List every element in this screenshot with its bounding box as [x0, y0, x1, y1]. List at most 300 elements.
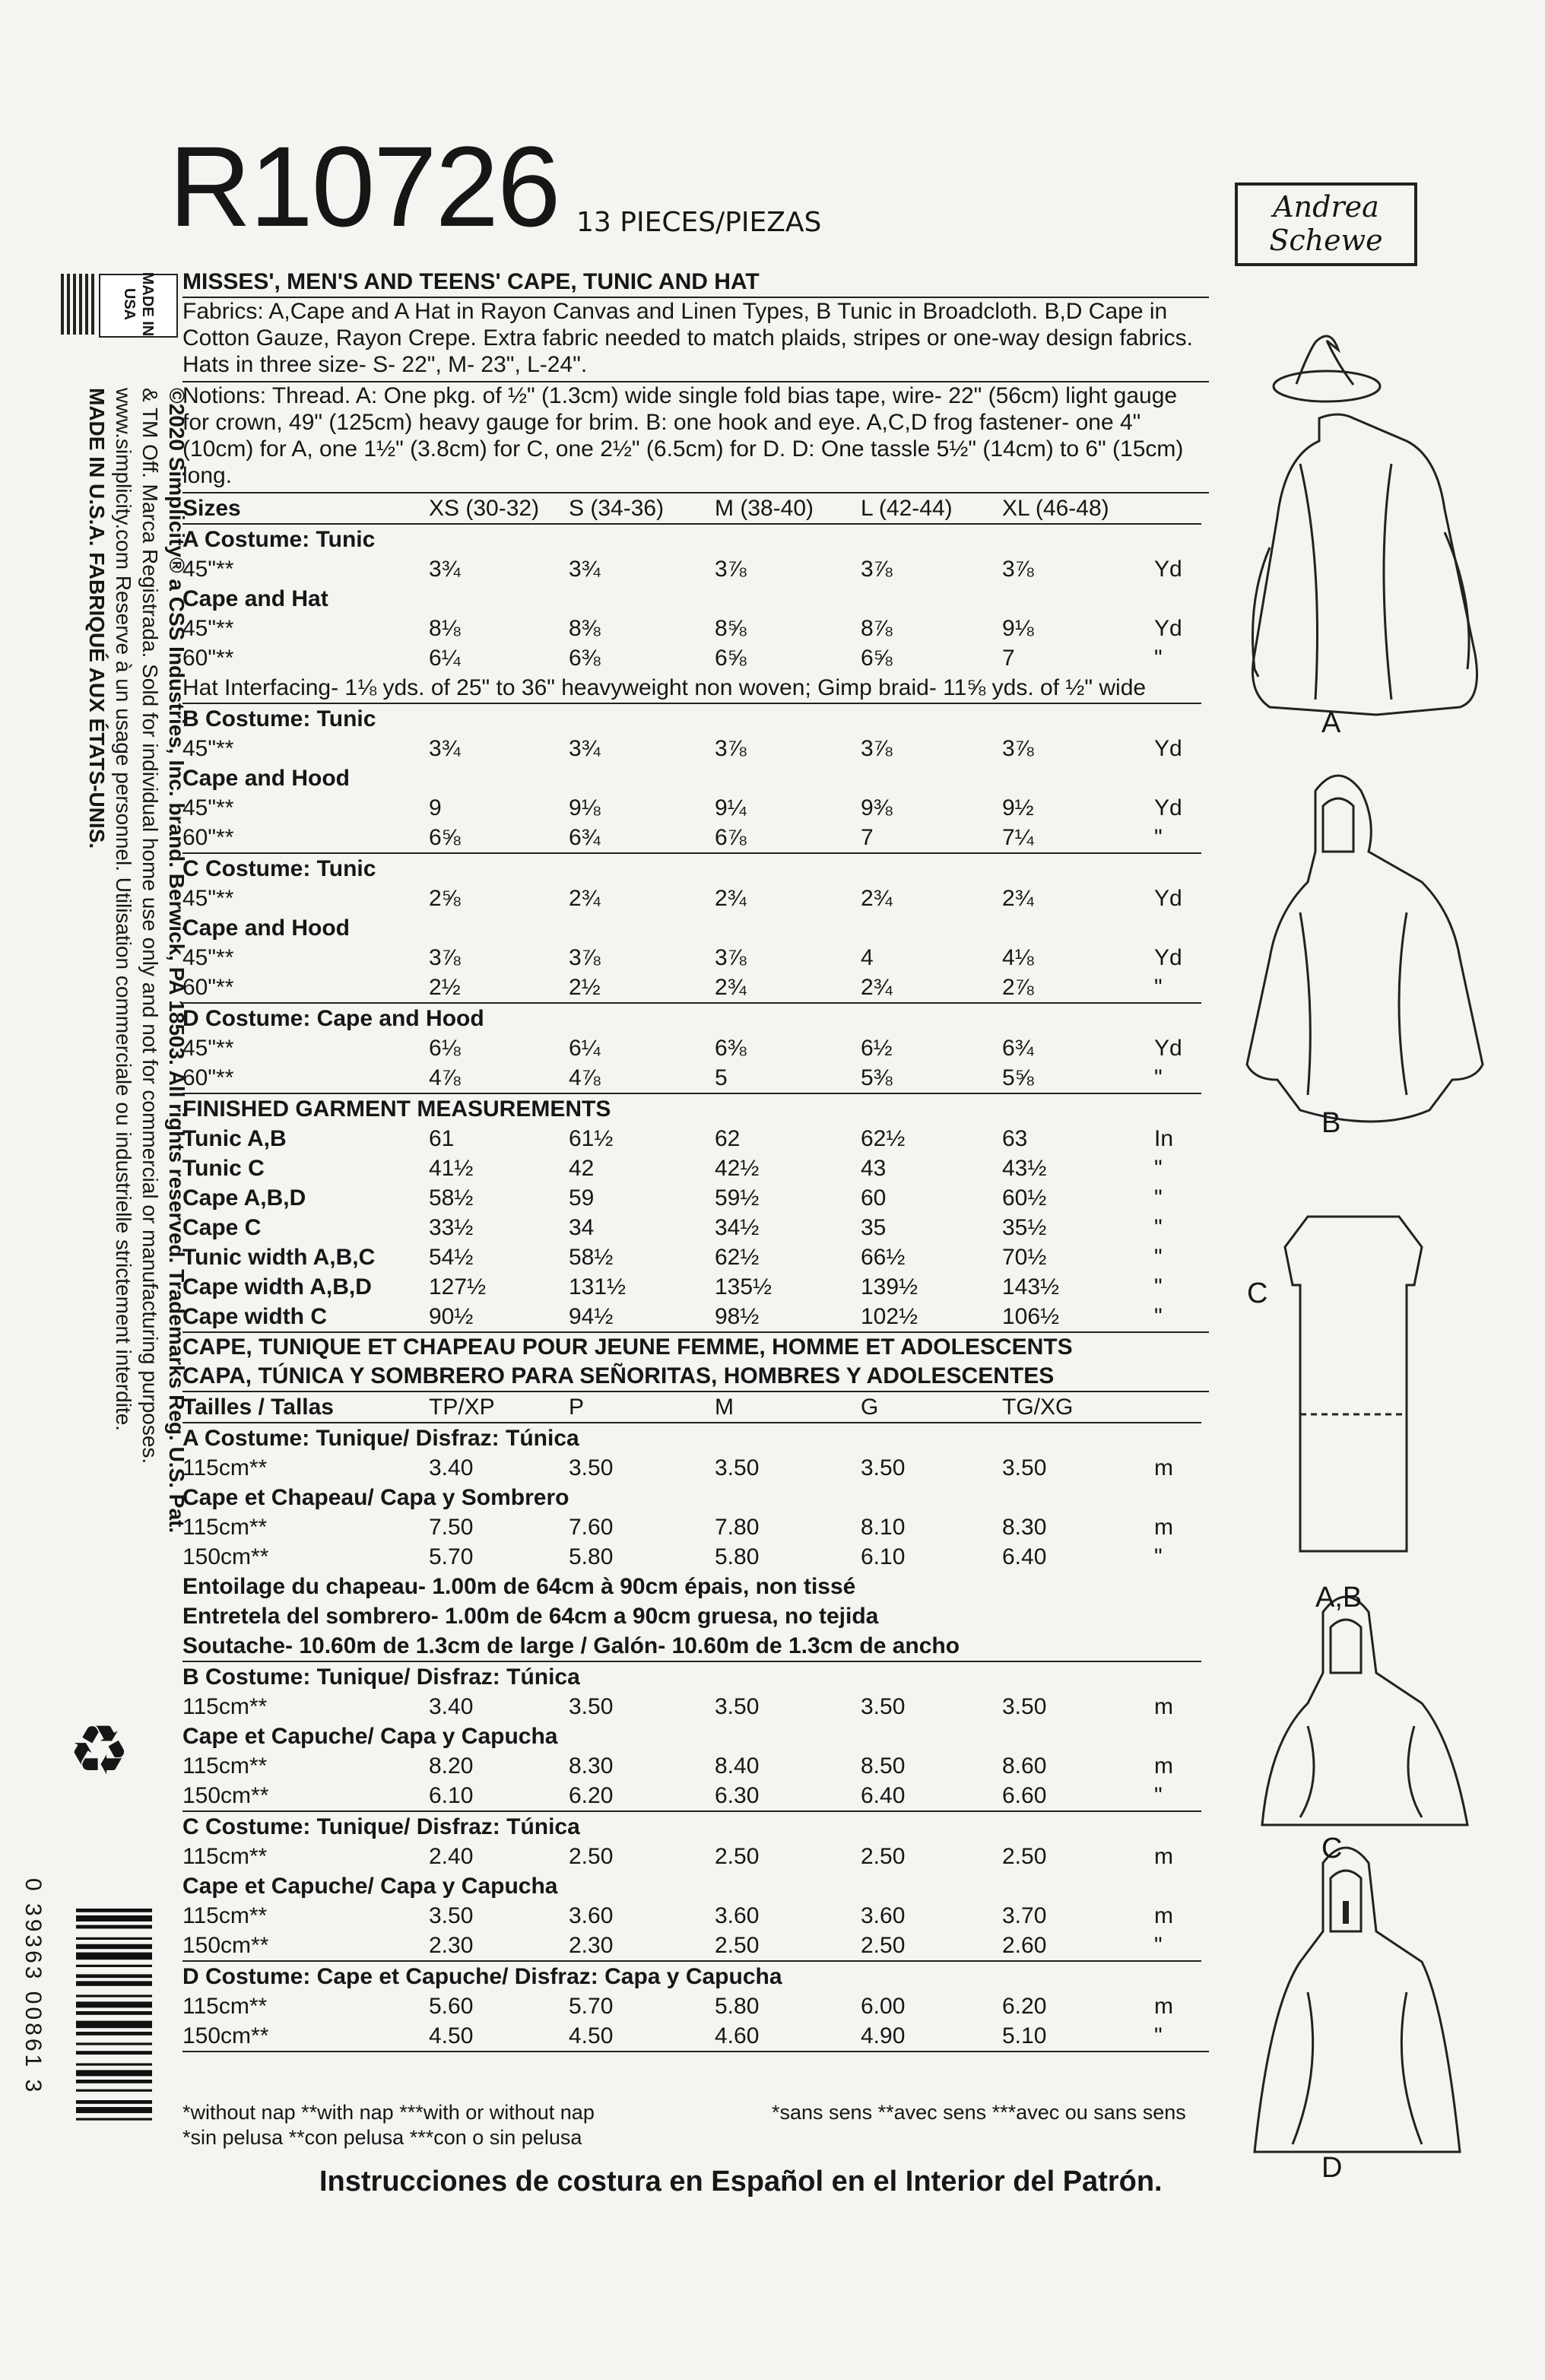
- metric-cell: 2.50: [861, 1933, 906, 1958]
- eng-cell: 62½: [861, 1126, 906, 1151]
- metric-cell: 5.10: [1002, 2023, 1047, 2048]
- recycle-icon: ♻: [68, 1713, 130, 1789]
- eng-cell: 3¾: [429, 557, 461, 582]
- label-ab: A,B: [1315, 1582, 1363, 1614]
- barcode-digits: 0 39363 00861 3: [21, 1878, 46, 2096]
- eng-data-row: [182, 1183, 1201, 1213]
- eng-cell: 34: [569, 1215, 595, 1240]
- metric-note: Entoilage du chapeau- 1.00m de 64cm à 90cm épais, non tissé: [182, 1574, 856, 1599]
- metric-cell: 3.60: [569, 1903, 614, 1928]
- metric-cell: 8.30: [1002, 1515, 1047, 1540]
- metric-cell: ": [1154, 1933, 1163, 1958]
- metric-cell: 7.80: [715, 1515, 760, 1540]
- eng-cell: ": [1154, 1185, 1163, 1211]
- label-a: A: [1321, 707, 1341, 739]
- metric-cell: 5.70: [429, 1544, 474, 1569]
- cape-a-illustration: [1253, 414, 1477, 715]
- label-c-cape: C: [1321, 1833, 1343, 1864]
- eng-cell: 102½: [861, 1304, 918, 1329]
- metric-cell: 115cm**: [182, 1455, 268, 1480]
- metric-cell: 3.50: [1002, 1694, 1047, 1719]
- designer-first-name: Andrea: [1273, 190, 1379, 224]
- eng-data-row: [182, 734, 1201, 763]
- metric-cell: 3.50: [1002, 1455, 1047, 1480]
- eng-cell: ": [1154, 825, 1163, 850]
- eng-cell: 127½: [429, 1274, 487, 1299]
- eng-cell: 3⅞: [569, 945, 601, 970]
- eng-cell: 42: [569, 1156, 595, 1181]
- eng-cell: Cape width A,B,D: [182, 1274, 372, 1299]
- eng-cell: 3⅞: [715, 557, 747, 582]
- eng-cell: Yd: [1154, 886, 1182, 911]
- metric-cell: m: [1154, 1844, 1173, 1869]
- eng-cell: ": [1154, 1245, 1163, 1270]
- eng-note: Hat Interfacing- 1⅛ yds. of 25" to 36" heavyweight non woven; Gimp braid- 11⅝ yds. of ½" wide: [182, 675, 1147, 700]
- barcode-bar: [76, 2032, 152, 2036]
- metric-cell: ": [1154, 2023, 1163, 2048]
- eng-cell: 45"**: [182, 616, 234, 641]
- eng-cell: 35½: [1002, 1215, 1047, 1240]
- barcode-bar: [76, 2118, 152, 2120]
- eng-cell: 9⅛: [569, 795, 601, 820]
- metric-cell: 6.40: [1002, 1544, 1047, 1569]
- metric-note-row: [182, 1572, 1201, 1601]
- metric-note: Soutache- 10.60m de 1.3cm de large / Galón- 10.60m de 1.3cm de ancho: [182, 1633, 960, 1658]
- metric-cell: 4.50: [569, 2023, 614, 2048]
- barcode-bar: [76, 2063, 152, 2065]
- eng-cell: ": [1154, 1304, 1163, 1329]
- eng-cell: 58½: [569, 1245, 614, 1270]
- eng-cell: ": [1154, 646, 1163, 671]
- eng-cell: 45"**: [182, 1036, 234, 1061]
- eng-cell: 3¾: [569, 736, 601, 761]
- metric-cell: 2.50: [1002, 1844, 1047, 1869]
- metric-section-row: [182, 1661, 1201, 1692]
- metric-note: Entretela del sombrero- 1.00m de 64cm a 90cm gruesa, no tejida: [182, 1604, 879, 1629]
- barcode-bar: [76, 1937, 152, 1940]
- eng-cell: 3⅞: [861, 736, 893, 761]
- eng-data-row: [182, 793, 1201, 823]
- barcode-bar: [76, 2011, 152, 2015]
- metric-cell: 6.60: [1002, 1783, 1047, 1808]
- metric-cell: 3.50: [429, 1903, 474, 1928]
- eng-cell: 3⅞: [429, 945, 461, 970]
- eng-cell: 5⅜: [861, 1065, 893, 1090]
- metric-cell: 8.60: [1002, 1753, 1047, 1779]
- spanish-instructions-note: Instrucciones de costura en Español en el Interior del Patrón.: [319, 2166, 1163, 2198]
- eng-header-cell: XS (30-32): [429, 496, 540, 521]
- legal-line-4: MADE IN U.S.A. FABRIQUÉ AUX ÉTATS-UNIS.: [85, 388, 109, 849]
- metric-cell: 7.50: [429, 1515, 474, 1540]
- eng-data-row: [182, 1302, 1201, 1331]
- metric-cell: 115cm**: [182, 1844, 268, 1869]
- garment-title: MISSES', MEN'S AND TEENS' CAPE, TUNIC AND HAT: [182, 269, 760, 294]
- eng-cell: 98½: [715, 1304, 760, 1329]
- metric-cell: 2.30: [429, 1933, 474, 1958]
- metric-cell: 2.50: [715, 1844, 760, 1869]
- eng-cell: 8⅜: [569, 616, 601, 641]
- eng-cell: 3⅞: [715, 945, 747, 970]
- eng-cell: 6⅜: [569, 646, 601, 671]
- eng-cell: Cape A,B,D: [182, 1185, 306, 1211]
- eng-section-label: Cape and Hood: [182, 916, 351, 941]
- barcode-bar: [76, 1994, 152, 1997]
- eng-header-cell: S (34-36): [569, 496, 665, 521]
- eng-cell: 131½: [569, 1274, 627, 1299]
- eng-cell: 5: [715, 1065, 728, 1090]
- metric-cell: 5.60: [429, 1994, 474, 2019]
- eng-data-row: [182, 1033, 1201, 1063]
- barcode-bar: [76, 1944, 152, 1949]
- eng-cell: 62: [715, 1126, 741, 1151]
- eng-cell: 4: [861, 945, 874, 970]
- eng-cell: 33½: [429, 1215, 474, 1240]
- metric-section-label: D Costume: Cape et Capuche/ Disfraz: Capa y Capucha: [182, 1961, 1201, 1991]
- eng-cell: 8⅛: [429, 616, 461, 641]
- metric-cell: 4.90: [861, 2023, 906, 2048]
- metric-data-row: [182, 1512, 1201, 1542]
- metric-cell: 5.80: [715, 1994, 760, 2019]
- notions-text: Notions: Thread. A: One pkg. of ½" (1.3cm) wide single fold bias tape, wire- 22" (56cm) light gauge for crown, 49" (125cm) heavy gauge for brim. B: one hook and eye. A,C,D frog fastener- one 4" (10cm) for A, one 1½" (3.8cm) for C, one 2½" (6.5cm) for D. D: One tassle 5½" (14cm) to 6" (15cm) long.: [182, 383, 1184, 488]
- eng-cell: 3⅞: [1002, 736, 1034, 761]
- metric-data-row: [182, 1781, 1201, 1811]
- eng-cell: 90½: [429, 1304, 474, 1329]
- metric-section-label: Cape et Capuche/ Capa y Capucha: [182, 1724, 558, 1749]
- tunic-illustration: [1285, 1217, 1422, 1551]
- eng-cell: 6⅝: [429, 825, 461, 850]
- metric-cell: m: [1154, 1753, 1173, 1779]
- eng-cell: 6¼: [429, 646, 461, 671]
- barcode-bar: [76, 2001, 152, 2007]
- eng-cell: 2¾: [861, 886, 893, 911]
- eng-cell: 6¾: [1002, 1036, 1034, 1061]
- eng-cell: Yd: [1154, 736, 1182, 761]
- metric-cell: 2.50: [569, 1844, 614, 1869]
- metric-cell: 150cm**: [182, 1783, 269, 1808]
- eng-cell: 2½: [569, 975, 601, 1000]
- metric-subsection-row: [182, 1722, 1201, 1751]
- metric-cell: 3.50: [861, 1455, 906, 1480]
- eng-cell: ": [1154, 975, 1163, 1000]
- eng-cell: 6⅜: [715, 1036, 747, 1061]
- eng-data-row: [182, 1213, 1201, 1242]
- metric-section-label: A Costume: Tunique/ Disfraz: Túnica: [182, 1423, 1201, 1453]
- metric-cell: 6.30: [715, 1783, 760, 1808]
- metric-cell: 3.50: [715, 1694, 760, 1719]
- eng-cell: 43: [861, 1156, 887, 1181]
- made-in-label: MADE IN: [139, 271, 156, 337]
- metric-note-row: [182, 1601, 1201, 1631]
- metric-cell: 4.50: [429, 2023, 474, 2048]
- metric-data-row: [182, 1751, 1201, 1781]
- metric-cell: 6.20: [569, 1783, 614, 1808]
- eng-data-row: [182, 1272, 1201, 1302]
- metric-cell: 3.60: [715, 1903, 760, 1928]
- eng-cell: 2½: [429, 975, 461, 1000]
- piece-count: 13 PIECES/PIEZAS: [576, 207, 822, 238]
- metric-title-fr: CAPE, TUNIQUE ET CHAPEAU POUR JEUNE FEMME, HOMME ET ADOLESCENTS: [182, 1334, 1073, 1360]
- eng-cell: 4⅞: [429, 1065, 461, 1090]
- eng-cell: Cape width C: [182, 1304, 328, 1329]
- metric-header-cell: TP/XP: [429, 1395, 495, 1420]
- metric-title-es: CAPA, TÚNICA Y SOMBRERO PARA SEÑORITAS, HOMBRES Y ADOLESCENTES: [182, 1363, 1055, 1388]
- eng-cell: 7: [861, 825, 874, 850]
- eng-cell: 60"**: [182, 825, 234, 850]
- metric-cell: 6.00: [861, 1994, 906, 2019]
- metric-section-row: [182, 1811, 1201, 1842]
- eng-section-label: Cape and Hat: [182, 586, 328, 611]
- metric-cell: 8.30: [569, 1753, 614, 1779]
- eng-note-row: [182, 673, 1201, 703]
- eng-data-row: [182, 823, 1201, 853]
- eng-cell: 6⅝: [715, 646, 747, 671]
- eng-cell: Tunic C: [182, 1156, 265, 1181]
- eng-cell: 7¼: [1002, 825, 1034, 850]
- eng-cell: 61: [429, 1126, 455, 1151]
- footnote-en: *without nap **with nap ***with or without nap: [182, 2101, 595, 2124]
- metric-data-row: [182, 1453, 1201, 1483]
- eng-cell: 3⅞: [1002, 557, 1034, 582]
- eng-cell: 2¾: [715, 886, 747, 911]
- metric-header-cell: G: [861, 1395, 879, 1420]
- pattern-number: R10726: [169, 122, 560, 250]
- metric-cell: 6.40: [861, 1783, 906, 1808]
- metric-cell: m: [1154, 1994, 1173, 2019]
- eng-cell: 70½: [1002, 1245, 1047, 1270]
- eng-header-row: [182, 493, 1201, 524]
- eng-cell: 60"**: [182, 1065, 234, 1090]
- barcode-bar: [76, 2021, 152, 2029]
- eng-data-row: [182, 614, 1201, 643]
- barcode-bar: [76, 2051, 152, 2055]
- eng-cell: 45"**: [182, 557, 234, 582]
- metric-cell: 3.40: [429, 1455, 474, 1480]
- made-in-stripes: [61, 274, 94, 335]
- metric-data-row: [182, 2021, 1201, 2051]
- barcode-bar: [76, 2090, 152, 2092]
- eng-header-cell: [1154, 493, 1201, 524]
- eng-section-label: D Costume: Cape and Hood: [182, 1003, 1201, 1033]
- metric-header-cell: Tailles / Tallas: [182, 1395, 334, 1420]
- metric-section-row: [182, 1423, 1201, 1453]
- eng-cell: 9¼: [715, 795, 747, 820]
- metric-cell: m: [1154, 1455, 1173, 1480]
- eng-cell: 7: [1002, 646, 1015, 671]
- metric-section-label: C Costume: Tunique/ Disfraz: Túnica: [182, 1811, 1201, 1842]
- eng-cell: Yd: [1154, 945, 1182, 970]
- label-c-tunic: C: [1247, 1277, 1268, 1309]
- eng-cell: 45"**: [182, 886, 234, 911]
- metric-section-label: Cape et Chapeau/ Capa y Sombrero: [182, 1485, 569, 1510]
- barcode-bar: [76, 1965, 152, 1967]
- eng-cell: 34½: [715, 1215, 760, 1240]
- eng-cell: Cape C: [182, 1215, 262, 1240]
- cape-c-illustration: [1262, 1597, 1467, 1825]
- garment-illustrations: [1224, 335, 1528, 2184]
- metric-cell: 6.10: [429, 1783, 474, 1808]
- eng-cell: 135½: [715, 1274, 772, 1299]
- cape-d-illustration: [1255, 1848, 1460, 2152]
- eng-data-row: [182, 884, 1201, 913]
- yardage-table-english: [182, 493, 1201, 1331]
- footnote-fr: *sans sens **avec sens ***avec ou sans sens: [772, 2101, 1186, 2124]
- metric-cell: 2.40: [429, 1844, 474, 1869]
- eng-cell: 6⅛: [429, 1036, 461, 1061]
- usa-label: USA: [121, 287, 138, 321]
- eng-cell: 43½: [1002, 1156, 1047, 1181]
- eng-cell: 59½: [715, 1185, 760, 1211]
- eng-header-cell: Sizes: [182, 496, 241, 521]
- main-content: [182, 268, 1209, 2052]
- metric-cell: 2.30: [569, 1933, 614, 1958]
- barcode-bar: [76, 2100, 152, 2104]
- metric-cell: ": [1154, 1783, 1163, 1808]
- eng-subsection-row: [182, 763, 1201, 793]
- eng-cell: 143½: [1002, 1274, 1060, 1299]
- eng-cell: 2⅝: [429, 886, 461, 911]
- metric-header-row: [182, 1392, 1201, 1423]
- metric-header-cell: P: [569, 1395, 585, 1420]
- metric-cell: 150cm**: [182, 2023, 269, 2048]
- eng-header-cell: M (38-40): [715, 496, 814, 521]
- metric-cell: 115cm**: [182, 1753, 268, 1779]
- eng-cell: 3⅞: [715, 736, 747, 761]
- metric-cell: 3.60: [861, 1903, 906, 1928]
- barcode: [21, 1878, 160, 2243]
- eng-cell: 4⅛: [1002, 945, 1034, 970]
- eng-section-row: [182, 703, 1201, 734]
- eng-cell: 8⅝: [715, 616, 747, 641]
- designer-logo: [1235, 182, 1417, 266]
- metric-cell: 115cm**: [182, 1903, 268, 1928]
- metric-cell: 8.20: [429, 1753, 474, 1779]
- metric-data-row: [182, 1842, 1201, 1871]
- metric-data-row: [182, 1542, 1201, 1572]
- yardage-table-metric: [182, 1392, 1201, 2051]
- barcode-bar: [76, 2070, 152, 2076]
- eng-header-cell: L (42-44): [861, 496, 953, 521]
- metric-cell: 5.70: [569, 1994, 614, 2019]
- eng-cell: 63: [1002, 1126, 1028, 1151]
- metric-cell: 3.50: [569, 1455, 614, 1480]
- eng-section-row: [182, 524, 1201, 554]
- eng-section-row: [182, 1003, 1201, 1033]
- metric-cell: 3.40: [429, 1694, 474, 1719]
- metric-data-row: [182, 1901, 1201, 1931]
- metric-cell: 7.60: [569, 1515, 614, 1540]
- eng-cell: 59: [569, 1185, 595, 1211]
- eng-cell: 2¾: [861, 975, 893, 1000]
- barcode-bar: [76, 1925, 152, 1929]
- barcode-bar: [76, 2042, 152, 2045]
- eng-cell: 2¾: [715, 975, 747, 1000]
- eng-cell: 3¾: [569, 557, 601, 582]
- eng-data-row: [182, 1063, 1201, 1093]
- eng-section-row: [182, 853, 1201, 884]
- eng-cell: 9: [429, 795, 442, 820]
- metric-cell: 2.60: [1002, 1933, 1047, 1958]
- designer-last-name: Schewe: [1269, 224, 1383, 257]
- eng-cell: 9⅜: [861, 795, 893, 820]
- metric-cell: 8.10: [861, 1515, 906, 1540]
- eng-data-row: [182, 554, 1201, 584]
- eng-cell: 66½: [861, 1245, 906, 1270]
- eng-cell: 106½: [1002, 1304, 1060, 1329]
- eng-cell: 45"**: [182, 945, 234, 970]
- eng-section-label: A Costume: Tunic: [182, 524, 1201, 554]
- eng-section-row: [182, 1093, 1201, 1124]
- barcode-bar: [76, 2107, 152, 2113]
- metric-section-label: Cape et Capuche/ Capa y Capucha: [182, 1874, 558, 1899]
- eng-cell: 3⅞: [861, 557, 893, 582]
- eng-cell: 9½: [1002, 795, 1034, 820]
- legal-line-2: & TM Off. Marca Registrada. Sold for individual home use only and not for commercial or manufacturing purposes.: [138, 388, 162, 1464]
- barcode-bar: [76, 1909, 152, 1912]
- metric-cell: 115cm**: [182, 1515, 268, 1540]
- eng-section-label: C Costume: Tunic: [182, 853, 1201, 884]
- eng-data-row: [182, 973, 1201, 1003]
- eng-cell: 3¾: [429, 736, 461, 761]
- metric-cell: 8.50: [861, 1753, 906, 1779]
- eng-cell: 54½: [429, 1245, 474, 1270]
- eng-cell: Tunic width A,B,C: [182, 1245, 376, 1270]
- eng-section-label: Cape and Hood: [182, 766, 351, 791]
- metric-section-label: B Costume: Tunique/ Disfraz: Túnica: [182, 1661, 1201, 1692]
- eng-cell: 6½: [861, 1036, 893, 1061]
- metric-cell: ": [1154, 1544, 1163, 1569]
- eng-data-row: [182, 1242, 1201, 1272]
- eng-data-row: [182, 943, 1201, 973]
- metric-cell: 6.20: [1002, 1994, 1047, 2019]
- eng-cell: 5⅝: [1002, 1065, 1034, 1090]
- eng-cell: ": [1154, 1215, 1163, 1240]
- eng-cell: 60½: [1002, 1185, 1047, 1211]
- metric-cell: 3.70: [1002, 1903, 1047, 1928]
- eng-cell: 6⅝: [861, 646, 893, 671]
- eng-subsection-row: [182, 584, 1201, 614]
- metric-cell: 6.10: [861, 1544, 906, 1569]
- eng-cell: 4⅞: [569, 1065, 601, 1090]
- eng-cell: ": [1154, 1274, 1163, 1299]
- fabrics-text: Fabrics: A,Cape and A Hat in Rayon Canvas and Linen Types, B Tunic in Broadcloth. B,D Cape in Cotton Gauze, Rayon Crepe. Extra fabric needed to match plaids, stripes or one-way design fabrics. Hats in three size- S- 22", M- 23", L-24".: [182, 299, 1194, 377]
- eng-cell: ": [1154, 1065, 1163, 1090]
- metric-cell: 2.50: [861, 1844, 906, 1869]
- hat-illustration: [1274, 336, 1380, 401]
- eng-cell: 35: [861, 1215, 887, 1240]
- eng-cell: 139½: [861, 1274, 918, 1299]
- footnote-es: *sin pelusa **con pelusa ***con o sin pelusa: [182, 2126, 582, 2149]
- eng-cell: 42½: [715, 1156, 760, 1181]
- metric-cell: 2.50: [715, 1933, 760, 1958]
- metric-cell: 3.50: [861, 1694, 906, 1719]
- eng-cell: 2¾: [1002, 886, 1034, 911]
- eng-data-row: [182, 643, 1201, 673]
- barcode-bar: [76, 2080, 152, 2083]
- eng-cell: Yd: [1154, 557, 1182, 582]
- eng-cell: 61½: [569, 1126, 614, 1151]
- eng-cell: Yd: [1154, 616, 1182, 641]
- metric-header-cell: TG/XG: [1002, 1395, 1074, 1420]
- barcode-bar: [76, 1974, 152, 1978]
- eng-cell: 8⅞: [861, 616, 893, 641]
- metric-cell: 150cm**: [182, 1933, 269, 1958]
- eng-cell: 94½: [569, 1304, 614, 1329]
- metric-cell: m: [1154, 1694, 1173, 1719]
- metric-cell: m: [1154, 1515, 1173, 1540]
- eng-cell: 6¼: [569, 1036, 601, 1061]
- metric-data-row: [182, 1991, 1201, 2021]
- eng-cell: Tunic A,B: [182, 1126, 287, 1151]
